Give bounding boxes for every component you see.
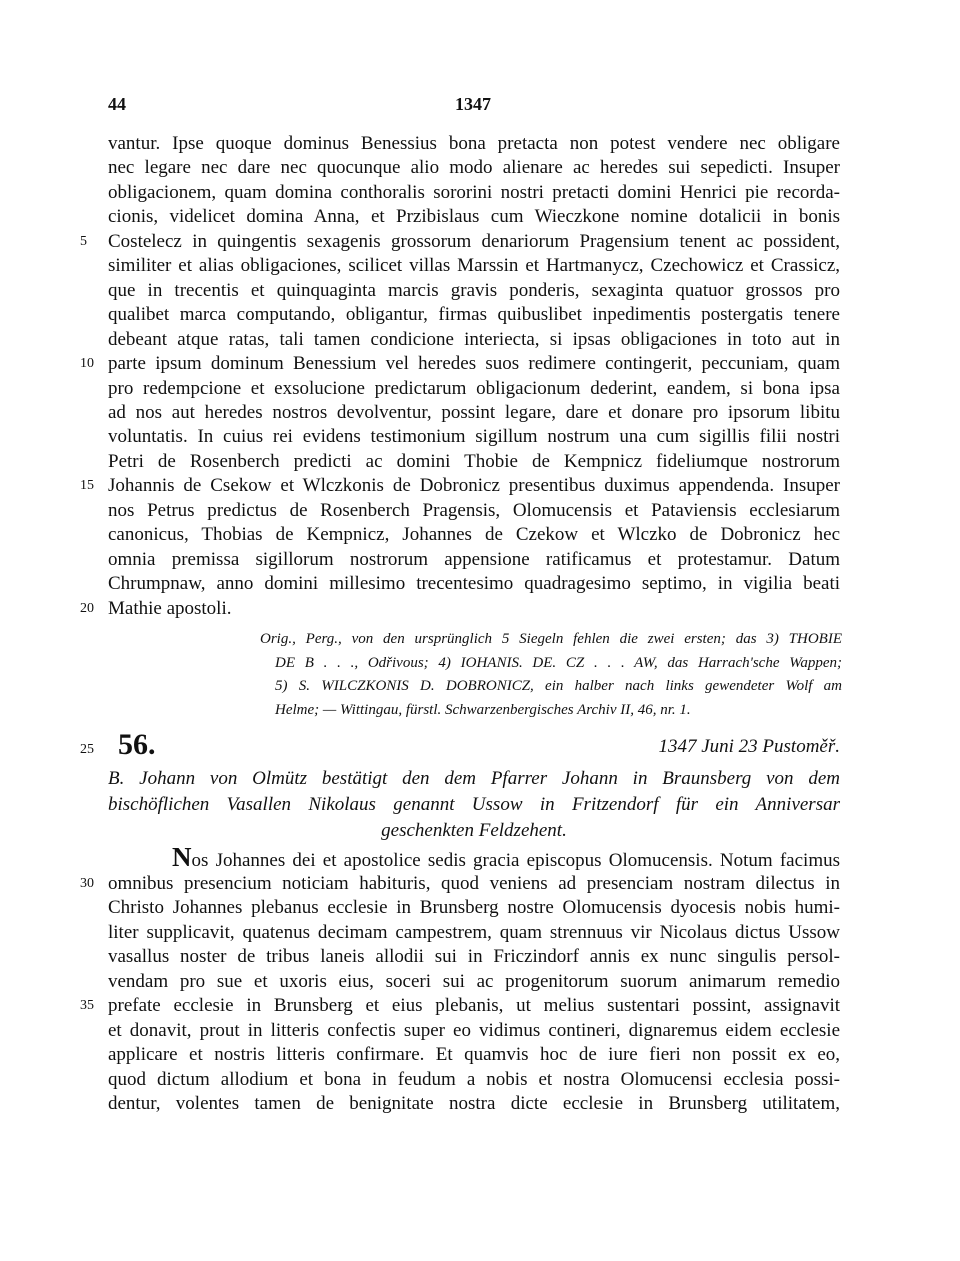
line-number: 15 — [80, 478, 94, 494]
running-header-year: 1347 — [455, 94, 491, 114]
text-line: Petri de Rosenberch predicti ac domini Thobie de Kempnicz fideliumque nostrorum — [108, 450, 840, 472]
text-line: Costelecz in quingentis sexagenis grossorum denariorum Pragensium tenent ac possident, — [108, 230, 840, 252]
document-first-line — [172, 844, 840, 870]
document-number: 56. — [118, 728, 156, 761]
note-line: 5) S. WILCZKONIS D. DOBRONICZ, ein halber nach links gewendeter Wolf am — [275, 678, 842, 694]
text-line: qualibet marca computando, obligantur, firmas quibuslibet inpedimentis postergatis tenere — [108, 304, 840, 326]
text-line: Christo Johannes plebanus ecclesie in Brunsberg nostre Olomucensis dyocesis nobis humi- — [108, 897, 840, 919]
page-number: 44 — [108, 94, 126, 114]
text-line: quod dictum allodium et bona in feudum a nobis et nostra Olomucensi ecclesia possi- — [108, 1068, 840, 1090]
text-line: omnia premissa sigillorum nostrorum appensione ratificamus et protestamur. Datum — [108, 548, 840, 570]
text-line: Chrumpnaw, anno domini millesimo trecentesimo quadragesimo septimo, in vigilia beati — [108, 573, 840, 595]
text-line: obligacionem, quam domina conthoralis sororini nostri pretacti domini Henrici pie recorda- — [108, 181, 840, 203]
text-line: que in trecentis et quinquaginta marcis gravis ponderis, sexaginta quatuor grossos pro — [108, 279, 840, 301]
line-number: 35 — [80, 998, 94, 1014]
text-line: vendam pro sue et uxoris eius, soceri sui ac progenitorum suorum animarum remedio — [108, 970, 840, 992]
text-line: liter supplicavit, quatenus decimam campestrem, quam strennuus vir Nicolaus dictus Ussow — [108, 921, 840, 943]
text-line: vasallus noster de tribus laneis allodii sui in Friczindorf annis ex nunc singulis persol- — [108, 946, 840, 968]
line-number: 10 — [80, 356, 94, 372]
text-line: debeant atque ratas, tali tamen condicione interiecta, si ipsas obligaciones in toto aut in — [108, 328, 840, 350]
line-number: 20 — [80, 600, 94, 616]
regest-line: bischöflichen Vasallen Nikolaus genannt Ussow in Fritzendorf für ein Anniversar — [108, 794, 840, 815]
text-line: Johannis de Csekow et Wlczkonis de Dobronicz presentibus duximus appendenda. Insuper — [108, 475, 840, 497]
text-line: et donavit, prout in litteris confectis super eo vidimus contineri, dignaremus eidem ecclesie — [108, 1019, 840, 1041]
text-line: Mathie apostoli. — [108, 597, 232, 619]
text-line: dentur, volentes tamen de benignitate nostra dicte ecclesie in Brunsberg utilitatem, — [108, 1093, 840, 1115]
text-line: canonicus, Thobias de Kempnicz, Johannes de Czekow et Wlczko de Dobronicz hec — [108, 524, 840, 546]
text-line: voluntatis. In cuius rei evidens testimonium sigillum nostrum una cum sigillis filii nostri — [108, 426, 840, 448]
text-line: vantur. Ipse quoque dominus Benessius bona pretacta non potest vendere nec obligare — [108, 133, 840, 154]
text-line: pro redempcione et exsolucione predictarum obligacionum dederint, eandem, si bona ipsa — [108, 377, 840, 399]
text-line: prefate ecclesie in Brunsberg et eius plebanis, ut melius sustentari possint, assignavit — [108, 995, 840, 1017]
text-line: ad nos aut heredes nostros devolventur, possint legare, dare et donare pro ipsorum libitu — [108, 401, 840, 423]
regest-line: geschenkten Feldzehent. — [381, 820, 567, 841]
text-line: nos Petrus predictus de Rosenberch Pragensis, Olomucensis et Pataviensis ecclesiarum — [108, 499, 840, 521]
line-number: 25 — [80, 742, 94, 757]
document-date-place: 1347 Juni 23 Pustoměř. — [658, 736, 840, 757]
text-line: omnibus presencium noticiam habituris, quod veniens ad presenciam nostram dilectus in — [108, 873, 840, 894]
first-line-text: os Johannes dei et apostolice sedis gracia episcopus Olomucensis. Notum facimus — [191, 850, 840, 871]
text-line: applicare et nostris litteris confirmare. Et quamvis hoc de iure fieri non possit ex eo, — [108, 1044, 840, 1066]
line-number: 30 — [80, 876, 94, 891]
initial-letter: N — [172, 842, 192, 872]
text-line: nec legare nec dare nec quocunque alio modo alienare ac heredes sui sepedicti. Insuper — [108, 157, 840, 179]
note-line: DE B . . ., Odřivous; 4) IOHANIS. DE. CZ . . . AW, das Harrach'sche Wappen; — [275, 654, 842, 671]
note-line: Helme; — Wittingau, fürstl. Schwarzenbergisches Archiv II, 46, nr. 1. — [275, 701, 691, 718]
note-line: Orig., Perg., von den ursprünglich 5 Siegeln fehlen die zwei ersten; das 3) THOBIE — [260, 631, 842, 647]
text-line: similiter et alias obligaciones, scilicet villas Marssin et Hartmanycz, Czechowicz et Crassicz, — [108, 255, 840, 277]
text-line: parte ipsum dominum Benessium vel heredes suos redimere contingerit, peccuniam, quam — [108, 353, 840, 375]
line-number: 5 — [80, 233, 87, 249]
text-line: cionis, videlicet domina Anna, et Przibislaus cum Wieczkone nomine dotalicii in bonis — [108, 206, 840, 228]
regest-line: B. Johann von Olmütz bestätigt den dem Pfarrer Johann in Braunsberg von dem — [108, 768, 840, 789]
